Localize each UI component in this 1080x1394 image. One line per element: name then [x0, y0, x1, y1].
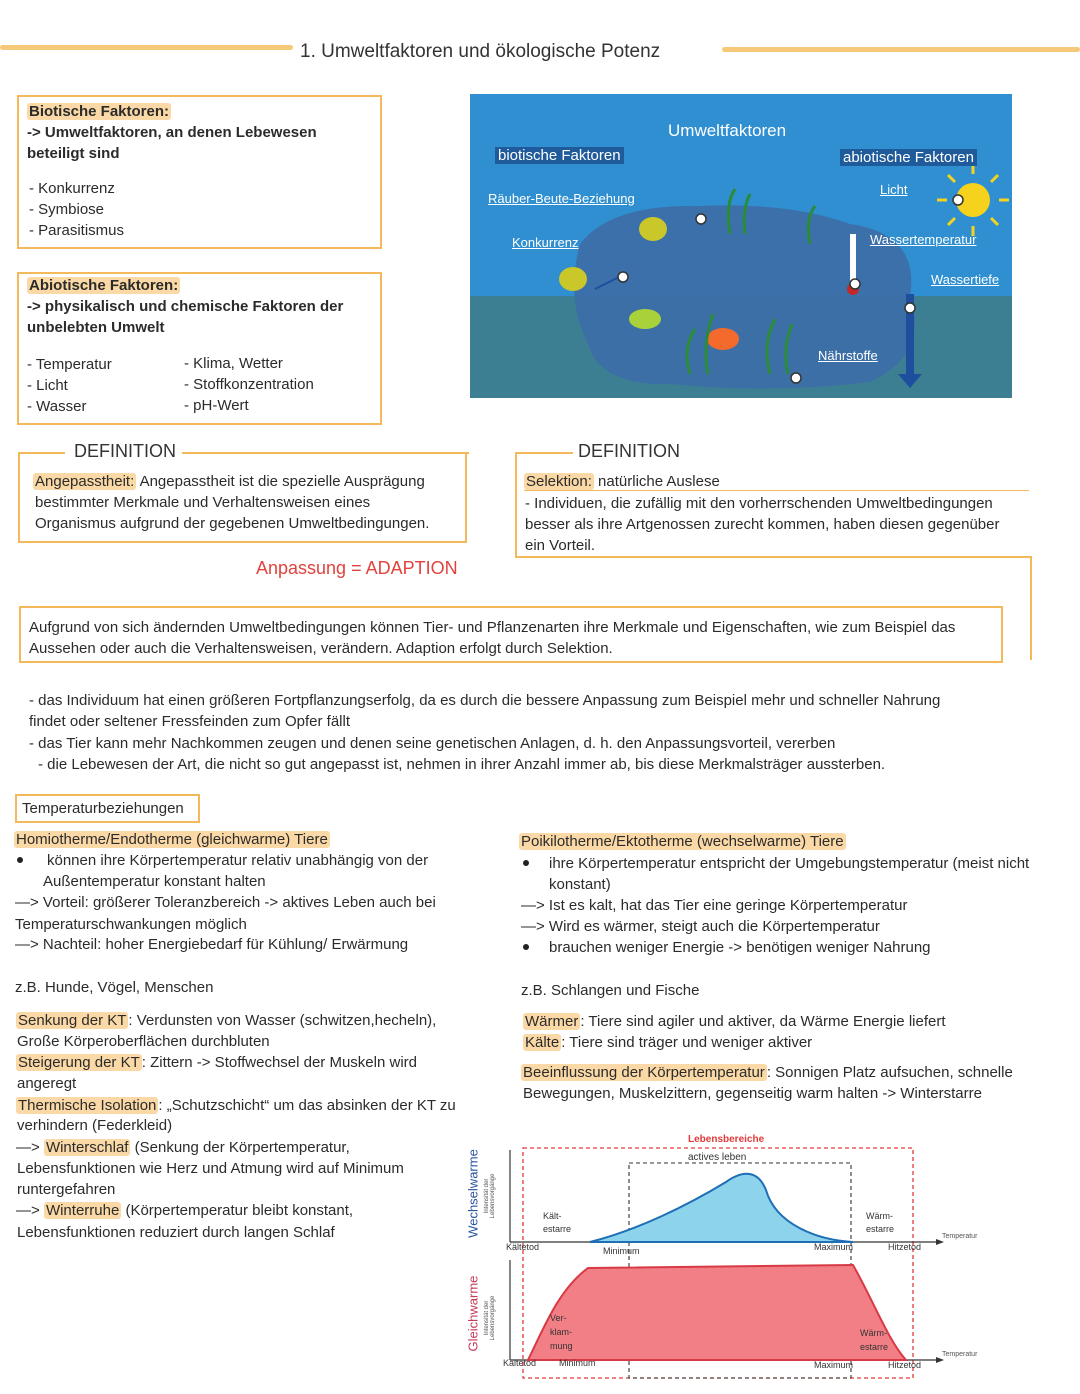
wr-text: (Körpertemperatur bleibt konstant, — [121, 1202, 354, 1219]
definition-label: DEFINITION — [74, 441, 176, 461]
homio-line: Außentemperatur konstant halten — [43, 873, 266, 890]
yaxis-label: Intensität der Lebensvorgänge — [484, 1173, 496, 1219]
point-line: - das Tier kann mehr Nachkommen zeugen und denen seine genetischen Anlagen, d. h. den Anpassungsvorteil, vererben — [29, 735, 836, 752]
temperature-heading-box — [15, 794, 200, 823]
biotic-sub1: -> Umweltfaktoren, an denen Lebewesen — [27, 124, 317, 141]
poik-heading: Poikilotherme/Ektotherme (wechselwarme) Tiere — [521, 833, 844, 850]
lebensbereiche-label: Lebensbereiche — [688, 1134, 765, 1145]
senk-text: : Verdunsten von Wasser (schwitzen,hecheln), — [128, 1012, 437, 1029]
abiotic-item: - Klima, Wetter — [184, 355, 283, 372]
wr-label: Winterruhe — [45, 1202, 120, 1219]
hitzetod-label: Hitzetod — [888, 1242, 922, 1252]
ws-text: (Senkung der Körpertemperatur, — [130, 1139, 350, 1156]
wr-text2: Lebensfunktionen reduziert durch langen Schlaf — [17, 1224, 335, 1241]
pond-illustration — [470, 94, 1012, 398]
homio-line: —> Vorteil: größerer Toleranzbereich -> aktives Leben auch bei — [15, 894, 436, 911]
def1-term: Angepasstheit: — [35, 473, 135, 490]
adaption-equation: Anpassung = ADAPTION — [256, 558, 458, 578]
senk-label: Senkung der KT — [18, 1012, 127, 1029]
poik-line: brauchen weniger Energie -> benötigen weniger Nahrung — [549, 939, 931, 956]
cold-text: : Tiere sind träger und weniger aktiver — [561, 1034, 813, 1051]
bullet-icon — [523, 860, 529, 866]
biotic-item: - Parasitismus — [29, 222, 125, 239]
therm-text2: verhindern (Federkleid) — [17, 1117, 173, 1134]
wechsel-axis-label: Wechselwarme — [465, 1149, 481, 1238]
gleichwarm-curve — [528, 1265, 906, 1360]
warm-label: Wärmer — [525, 1013, 579, 1030]
ws-text2: Lebensfunktionen wie Herz und Atmung wird auf Minimum — [17, 1160, 404, 1177]
warm-text: : Tiere sind agiler und aktiver, da Wärme Energie liefert — [580, 1013, 946, 1030]
cold-label: Kälte — [525, 1034, 560, 1051]
minimum-label: Minimum — [603, 1246, 640, 1256]
steig-text2: angeregt — [17, 1075, 77, 1092]
homio-line: können ihre Körpertemperatur relativ unabhängig von der — [47, 852, 429, 869]
fish-icon — [629, 309, 661, 329]
abiotic-factors-box — [17, 272, 382, 425]
title-bar-left — [0, 45, 293, 50]
maximum-label: Maximum — [814, 1242, 854, 1252]
yaxis-label: Intensität der Lebensvorgänge — [484, 1295, 496, 1341]
abiotic-item: - pH-Wert — [184, 397, 249, 414]
abiotic-item: - Temperatur — [27, 356, 112, 373]
ws-text3: runtergefahren — [17, 1181, 116, 1198]
senk-text2: Große Körperoberflächen durchbluten — [17, 1033, 270, 1050]
abiotic-heading: Abiotische Faktoren: — [29, 277, 179, 294]
temperature-heading: Temperaturbeziehungen — [22, 800, 184, 817]
gleich-axis-label: Gleichwarme — [465, 1275, 481, 1352]
title-bar-right — [722, 47, 1080, 52]
infl-text2: Bewegungen, Muskelzittern, gegenseitig warm halten -> Winterstarre — [523, 1085, 982, 1102]
poik-line: ihre Körpertemperatur entspricht der Umgebungstemperatur (meist nicht — [549, 855, 1030, 872]
waerm-starre2-label: Wärm- estarre — [860, 1328, 889, 1352]
steig-text: : Zittern -> Stoffwechsel der Muskeln wird — [141, 1054, 417, 1071]
def2-line2: - Individuen, die zufällig mit den vorherrschenden Umweltbedingungen — [525, 495, 993, 512]
def2-line4: ein Vorteil. — [525, 537, 596, 554]
depth-label: Wassertiefe — [931, 272, 1000, 287]
bullet-icon — [17, 857, 23, 863]
page-title: 1. Umweltfaktoren und ökologische Potenz — [300, 41, 661, 62]
definition-label: DEFINITION — [578, 441, 680, 461]
def1-line2: bestimmter Merkmale und Verhaltensweisen eines — [35, 494, 371, 511]
biotic-heading: Biotische Faktoren: — [29, 103, 170, 120]
def1-line1: Angepasstheit ist die spezielle Ausprägung — [136, 473, 425, 490]
abiotic-tag: abiotische Faktoren — [840, 149, 977, 166]
poik-example: z.B. Schlangen und Fische — [521, 982, 700, 999]
homio-heading: Homiotherme/Endotherme (gleichwarme) Tiere — [16, 831, 328, 848]
biotic-sub2: beteiligt sind — [27, 145, 120, 162]
predator-label: Räuber-Beute-Beziehung — [488, 191, 635, 206]
biotic-item: - Konkurrenz — [29, 180, 115, 197]
abiotic-item: - Licht — [27, 377, 68, 394]
def2-line3: besser als ihre Artgenossen zurecht kommen, haben diesen gegenüber — [525, 516, 1000, 533]
wr-prefix: —> — [16, 1202, 44, 1219]
steig-label: Steigerung der KT — [18, 1054, 140, 1071]
homio-line: —> Nachteil: hoher Energiebedarf für Kühlung/ Erwärmung — [15, 936, 409, 953]
fish-icon — [707, 328, 739, 350]
biotic-item: - Symbiose — [29, 201, 105, 218]
def2-line1: natürliche Auslese — [593, 473, 720, 490]
adaption-line1: Aufgrund von sich ändernden Umweltbedingungen können Tier- und Pflanzenarten ihre Merkmale und Eigenschaften, wie zum Beispiel das — [29, 619, 956, 636]
competition-label: Konkurrenz — [512, 235, 579, 250]
point-line: - die Lebewesen der Art, die nicht so gut angepasst ist, nehmen in ihrer Anzahl immer ab, bis diese Merkmalsträger aussterben. — [38, 756, 886, 773]
adaption-box — [19, 606, 1003, 663]
temperatur-label: Temperatur — [942, 1351, 978, 1358]
minimum-label: Minimum — [559, 1358, 596, 1368]
diagram-svg — [458, 1130, 998, 1380]
hitzetod-label: Hitzetod — [888, 1360, 922, 1370]
therm-text: : „Schutzschicht“ um das absinken der KT zu — [158, 1097, 456, 1114]
adaption-line2: Aussehen oder auch die Verhaltensweisen, verändern. Adaption erfolgt durch Selektion. — [29, 640, 613, 657]
abiotic-item: - Stoffkonzentration — [184, 376, 314, 393]
poik-line: konstant) — [549, 876, 611, 893]
poik-line: —> Wird es wärmer, steigt auch die Körpertemperatur — [521, 918, 880, 935]
ws-prefix: —> — [16, 1139, 44, 1156]
abiotic-sub2: unbelebten Umwelt — [27, 319, 165, 336]
homio-line: Temperaturschwankungen möglich — [15, 916, 247, 933]
kaeltetod-label: Kältetod — [506, 1242, 540, 1252]
illustration-title: Umweltfaktoren — [668, 121, 787, 140]
biotic-tag: biotische Faktoren — [495, 147, 624, 164]
waerm-starre-label: Wärm- estarre — [866, 1211, 895, 1234]
infl-text: : Sonnigen Platz aufsuchen, schnelle — [766, 1064, 1013, 1081]
def1-line3: Organismus aufgrund der gegebenen Umweltbedingungen. — [35, 515, 430, 532]
definition-box-adaptedness — [18, 441, 467, 543]
poik-line: —> Ist es kalt, hat das Tier eine geringe Körpertemperatur — [521, 897, 908, 914]
biotic-factors-box — [17, 95, 382, 249]
nutrients-label: Nährstoffe — [818, 348, 878, 363]
homio-example: z.B. Hunde, Vögel, Menschen — [15, 979, 214, 996]
ws-label: Winterschlaf — [45, 1139, 129, 1156]
watertemp-label: Wassertemperatur — [870, 232, 977, 247]
bullet-icon — [523, 944, 529, 950]
maximum-label: Maximum — [814, 1360, 854, 1370]
point-line: findet oder seltener Fressfeinden zum Opfer fällt — [29, 713, 350, 730]
temperatur-label: Temperatur — [942, 1233, 978, 1240]
infl-label: Beeinflussung der Körpertemperatur — [523, 1064, 765, 1081]
verklammung-label: Ver- klam- mung — [550, 1313, 573, 1351]
frog-icon — [639, 217, 667, 241]
kaelte-starre-label: Kält- estarre — [543, 1211, 572, 1234]
abiotic-item: - Wasser — [27, 398, 87, 415]
point-line: - das Individuum hat einen größeren Fortpflanzungserfolg, da es durch die bessere Anpassung zum Beispiel mehr und schneller Nahrung — [29, 692, 941, 709]
light-label: Licht — [880, 182, 908, 197]
temperature-diagram — [458, 1130, 998, 1380]
kaeltetod-label: Kältetod — [503, 1358, 537, 1368]
def2-term: Selektion: — [526, 473, 592, 490]
frog-icon — [559, 267, 587, 291]
aktives-label: actives leben — [688, 1152, 747, 1163]
therm-label: Thermische Isolation — [18, 1097, 157, 1114]
abiotic-sub1: -> physikalisch und chemische Faktoren der — [27, 298, 344, 315]
